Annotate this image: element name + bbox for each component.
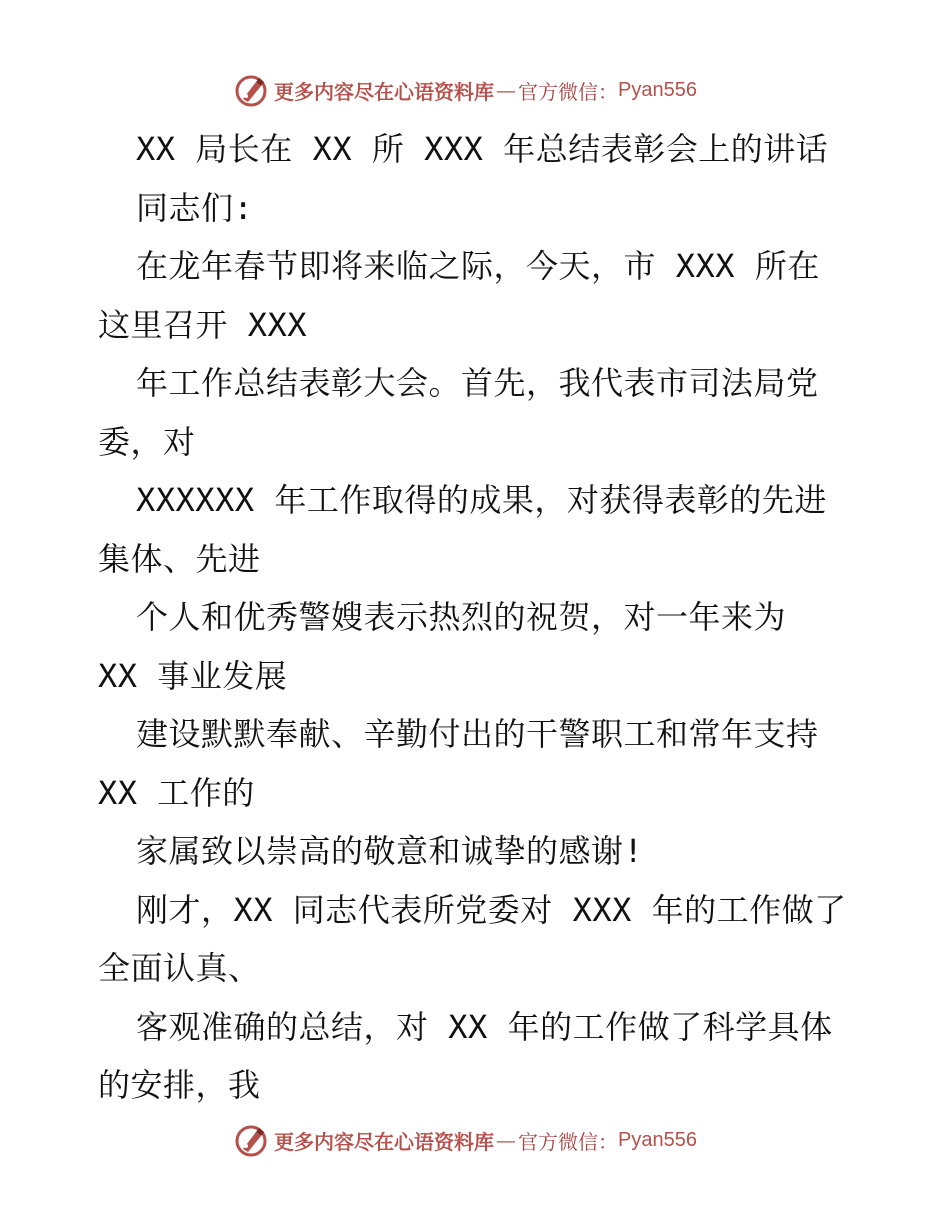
banner-separator: —	[496, 1128, 516, 1152]
pen-logo-icon	[234, 73, 268, 107]
text-line: 的安排，我	[98, 1066, 261, 1104]
text-line: 年工作总结表彰大会。首先，我代表市司法局党	[136, 364, 819, 402]
text-line: 集体、先进	[98, 539, 261, 578]
header-banner	[234, 70, 697, 110]
speech-title: XX 局长在 XX 所 XXX 年总结表彰会上的讲话	[136, 130, 829, 168]
banner-wechat-handle: Pyan556	[618, 1128, 697, 1151]
banner-wechat-handle: Pyan556	[618, 78, 697, 101]
text-line: XXXXXX 年工作取得的成果，对获得表彰的先进	[136, 481, 827, 519]
banner-official-label: 官方微信：	[518, 79, 618, 104]
text-line: 全面认真、	[98, 949, 261, 987]
banner-text: 更多内容尽在心语资料库	[274, 79, 494, 104]
text-line: 个人和优秀警嫂表示热烈的祝贺，对一年来为	[136, 598, 787, 636]
banner-separator: —	[496, 78, 516, 102]
pen-logo-icon	[234, 1123, 268, 1157]
text-line: 在龙年春节即将来临之际，今天，市 XXX 所在	[136, 247, 820, 285]
banner-text: 更多内容尽在心语资料库	[274, 1129, 494, 1154]
text-line: 家属致以崇高的敬意和诚挚的感谢!	[136, 832, 644, 870]
footer-banner	[234, 1120, 697, 1160]
text-line: 刚才，XX 同志代表所党委对 XXX 年的工作做了	[136, 890, 847, 929]
text-line: 客观准确的总结，对 XX 年的工作做了科学具体	[136, 1007, 833, 1046]
text-line: 委，对	[98, 422, 196, 461]
salutation: 同志们:	[136, 188, 254, 227]
text-line: XX 事业发展	[98, 656, 288, 695]
text-line: XX 工作的	[98, 773, 255, 812]
text-line: 这里召开 XXX	[98, 305, 308, 344]
text-line: 建设默默奉献、辛勤付出的干警职工和常年支持	[136, 715, 819, 753]
document-body	[98, 120, 878, 1115]
banner-official-label: 官方微信：	[518, 1129, 618, 1154]
